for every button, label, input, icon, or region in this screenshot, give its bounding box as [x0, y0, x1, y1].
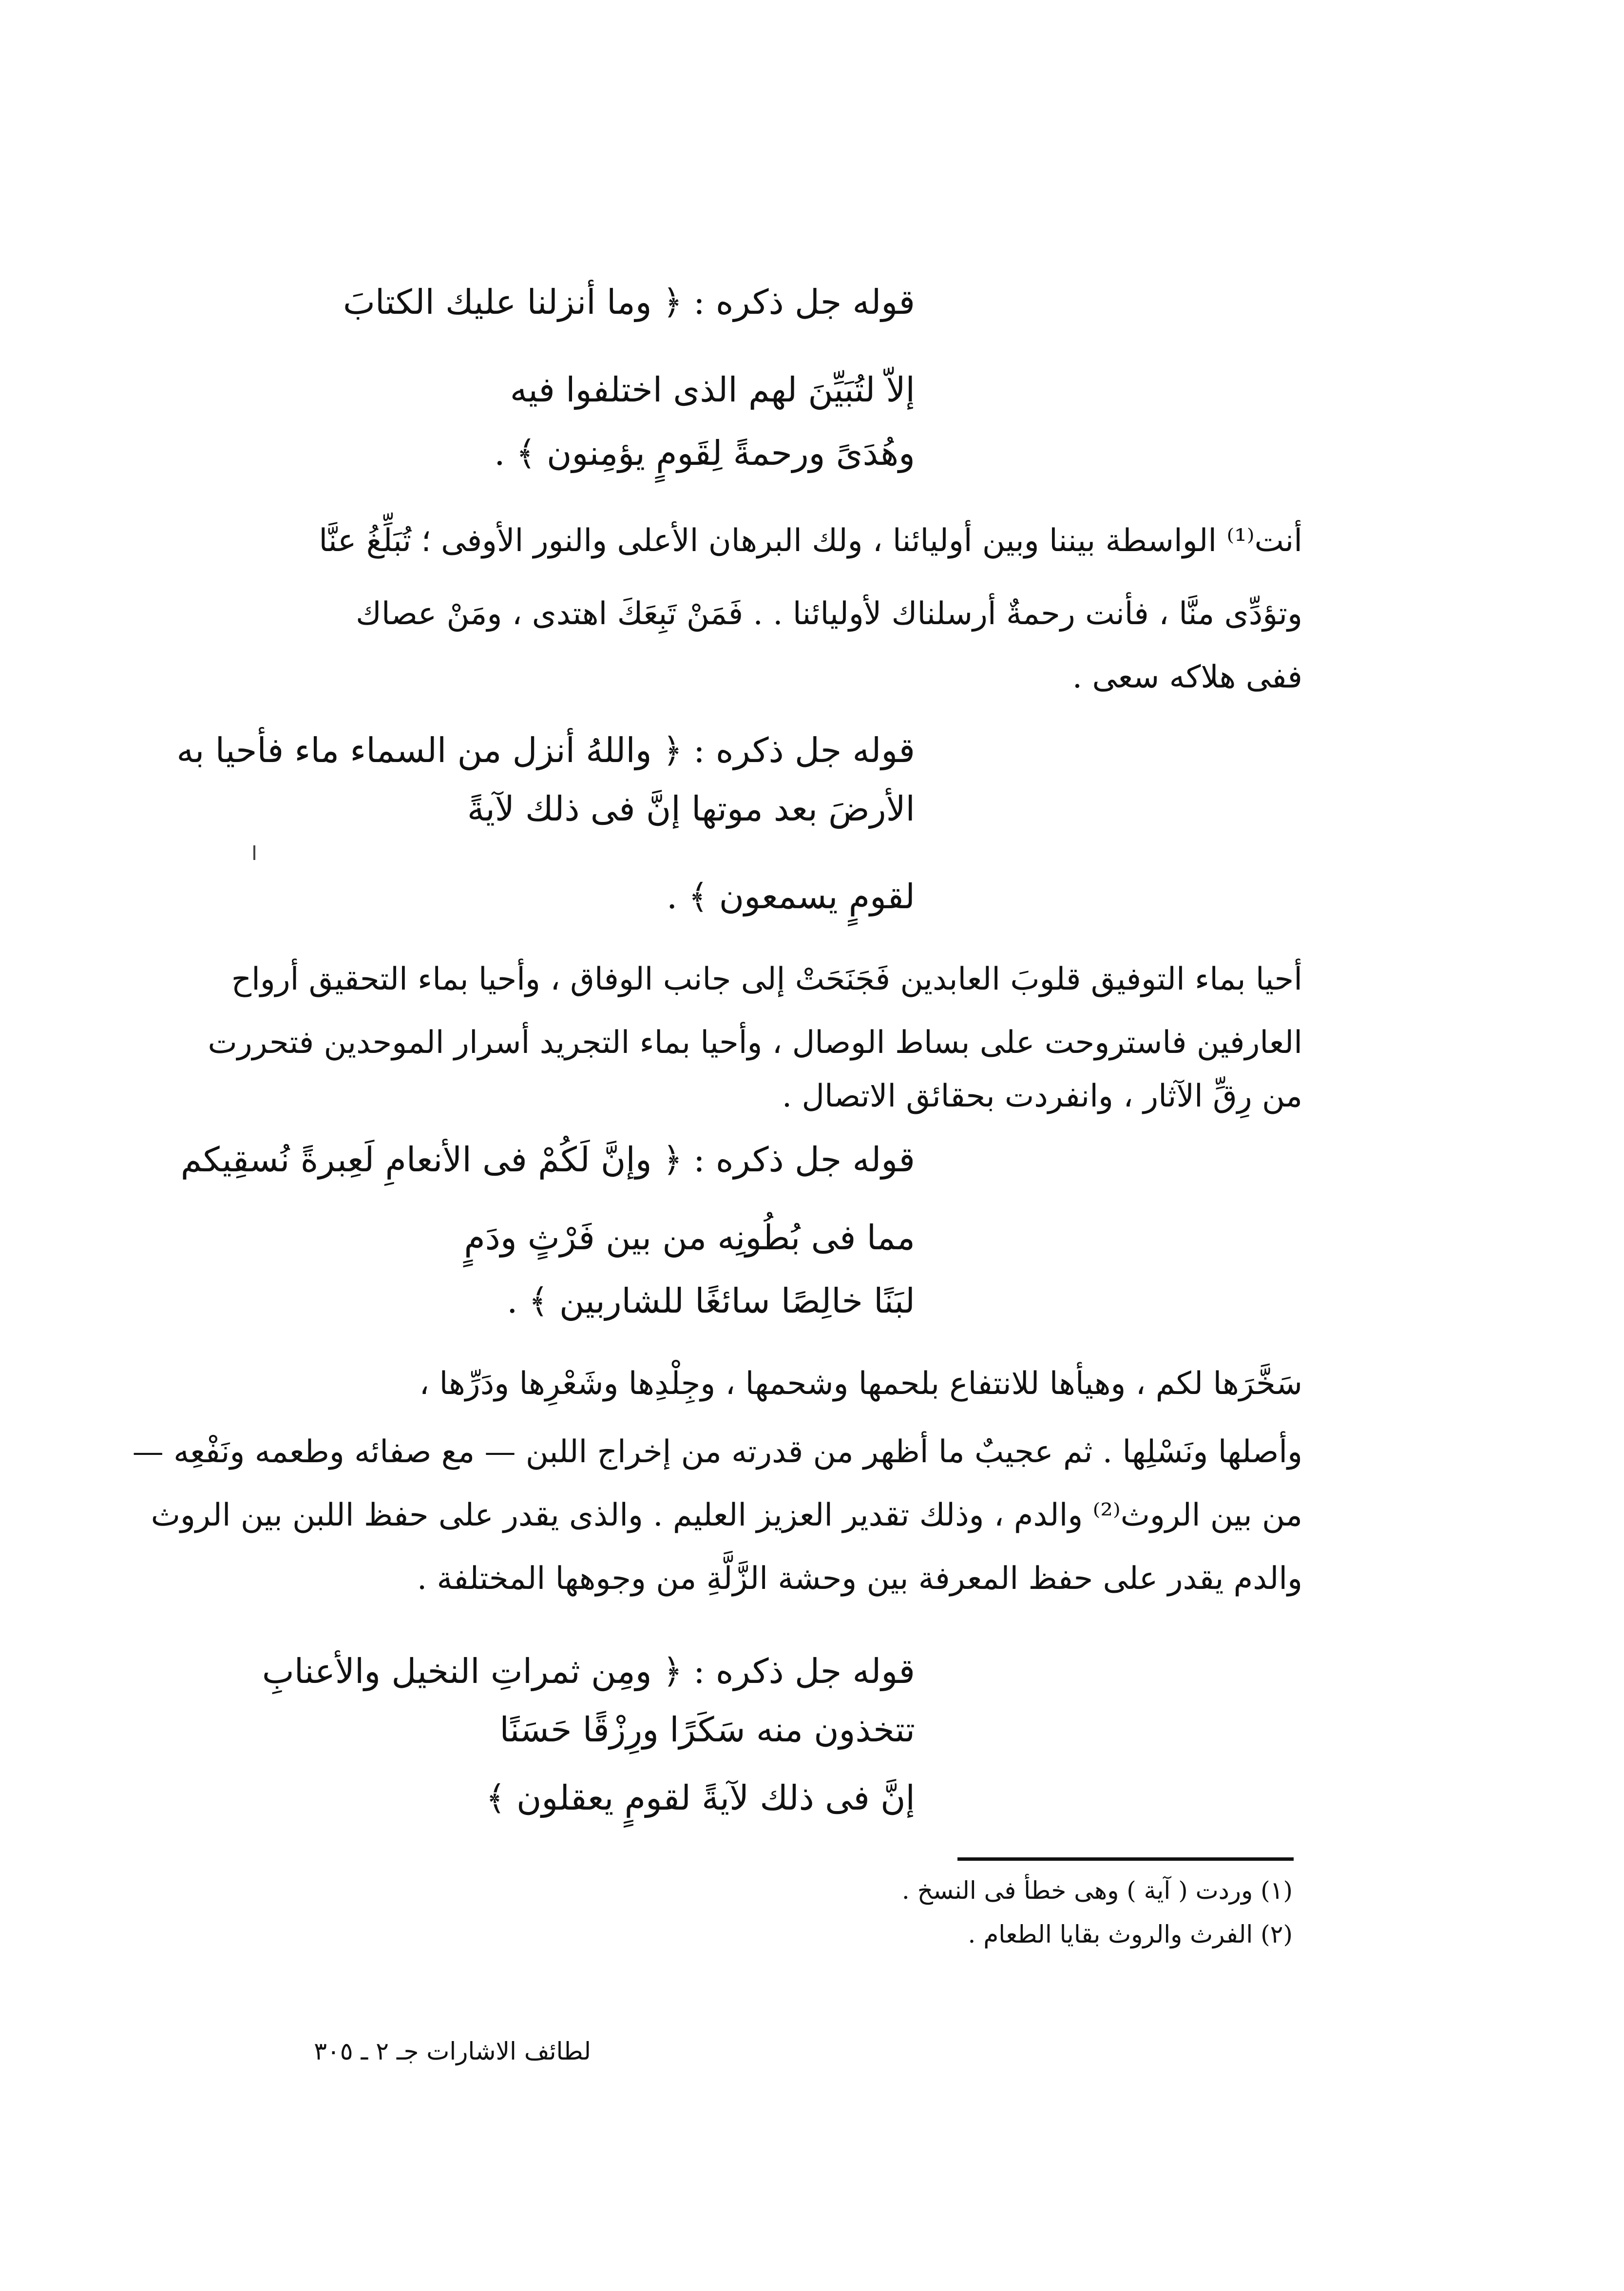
verse-line: وهُدَىً ورحمةً لِقَومٍ يؤمِنون ﴾ . [494, 433, 915, 473]
footnote: (٢) الفرث والروث بقايا الطعام . [968, 1920, 1293, 1948]
verse-line: تتخذون منه سَكَرًا ورِزْقًا حَسَنًا [499, 1710, 915, 1750]
prose-line: من بين الروث⁽²⁾ والدم ، وذلك تقدير العزيز العليم . والذى يقدر على حفظ اللبن بين الروث [151, 1497, 1302, 1533]
verse-line: إلاّ لتُبَيِّنَ لهم الذى اختلفوا فيه [510, 370, 915, 410]
verse-line: إنَّ فى ذلك لآيةً لقومٍ يعقلون ﴾ [485, 1778, 915, 1818]
footnote-rule [957, 1857, 1294, 1861]
verse-line: لبَنًا خالِصًا سائغًا للشاربين ﴾ . [507, 1281, 915, 1321]
verse-line: قوله جل ذكره : ﴿ وإنَّ لَكُمْ فى الأنعامِ لَعِبرةً نُسقِيكم [180, 1140, 915, 1180]
page-footer: لطائف الاشارات جـ ٢ ـ ٣٠٥ [314, 2037, 591, 2065]
prose-line: سَخَّرَها لكم ، وهيأها للانتفاع بلحمها وشحمها ، وجِلْدِها وشَعْرِها ودَرِّها ، [419, 1366, 1302, 1402]
verse-line: الأرضَ بعد موتها إنَّ فى ذلك لآيةً [467, 789, 915, 829]
verse-line: مما فى بُطُونِه من بين فَرْثٍ ودَمٍ [464, 1218, 915, 1258]
verse-line: قوله جل ذكره : ﴿ ومِن ثمراتِ النخيل والأعنابِ [262, 1651, 915, 1691]
margin-mark [253, 845, 255, 860]
verse-line: قوله جل ذكره : ﴿ واللهُ أنزل من السماء ماء فأحيا به [176, 730, 915, 770]
verse-line: لقومٍ يسمعون ﴾ . [667, 877, 915, 916]
prose-line: العارفين فاستروحت على بساط الوصال ، وأحيا بماء التجريد أسرار الموحدين فتحررت [208, 1025, 1302, 1061]
prose-line: من رِقِّ الآثار ، وانفردت بحقائق الاتصال . [782, 1078, 1302, 1114]
prose-line: أنت⁽¹⁾ الواسطة بيننا وبين أوليائنا ، ولك البرهان الأعلى والنور الأوفى ؛ تُبَلِّغُ عنَّا [319, 523, 1302, 559]
prose-line: وأصلها ونَسْلِها . ثم عجيبٌ ما أظهر من قدرته من إخراج اللبن — مع صفائه وطعمه ونَفْعِه — [132, 1434, 1302, 1470]
footnote: (١) وردت ( آية ) وهى خطأ فى النسخ . [901, 1876, 1293, 1905]
prose-line: والدم يقدر على حفظ المعرفة بين وحشة الزَّلَّةِ من وجوهها المختلفة . [417, 1561, 1302, 1597]
prose-line: ففى هلاكه سعى . [1072, 659, 1302, 695]
prose-line: أحيا بماء التوفيق قلوبَ العابدين فَجَنَحَتْ إلى جانب الوفاق ، وأحيا بماء التحقيق أرواح [231, 961, 1302, 997]
verse-line: قوله جل ذكره : ﴿ وما أنزلنا عليك الكتابَ [343, 282, 915, 322]
prose-line: وتؤدِّى منَّا ، فأنت رحمةٌ أرسلناك لأوليائنا . . فَمَنْ تَبِعَكَ اهتدى ، ومَنْ عصاك [356, 596, 1302, 632]
